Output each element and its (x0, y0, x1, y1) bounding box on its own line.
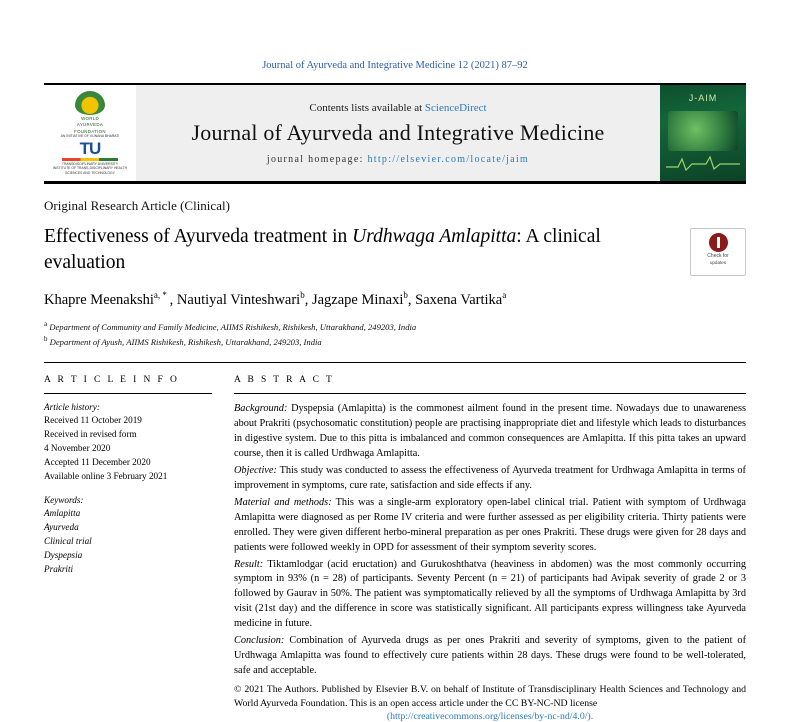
page-title (44, 224, 690, 275)
abstract-text-background: Dyspepsia (Amlapitta) is the commonest ailment found in the present time. Nowadays due to unawareness about Prakriti (psychosomatic constitution) people are practising inappropriate diet and lifestyle which leads to disturbances in digestive system. Due to this pitta is imbalanced and common consequences are Amlapitta. If this pitta takes an upward course, then it is called Urdhwaga Amlapitta. (234, 403, 746, 460)
spacer (44, 483, 212, 495)
abstract-section-background (234, 402, 746, 462)
leaf-icon (75, 91, 105, 115)
license-line (234, 711, 746, 722)
cover-artwork (668, 111, 738, 151)
author-name-3: Saxena Vartika (415, 291, 503, 308)
author-sup-2: b (403, 290, 408, 300)
affiliation-text-0: Department of Community and Family Medicine, AIIMS Rishikesh, Rishikesh, Uttarakhand, 249203, India (49, 321, 417, 332)
article-history-label: Article history: (44, 402, 100, 413)
abstract-label-methods: Material and methods: (234, 496, 332, 508)
keyword-4: Prakriti (44, 563, 74, 574)
abstract-column (234, 375, 746, 722)
abstract-section-objective (234, 464, 746, 494)
article-history-1: Received in revised form (44, 429, 137, 440)
affiliations (44, 319, 746, 349)
journal-title: Journal of Ayurveda and Integrative Medicine (191, 119, 605, 145)
sciencedirect-link[interactable]: ScienceDirect (424, 101, 487, 114)
crossmark-line-1: Check for (707, 253, 729, 259)
abstract-label-conclusion: Conclusion: (234, 635, 285, 647)
abstract-text-methods: This was a single-arm exploratory open-label clinical trial. Patient with symptom of Urdhwaga Amlapitta were diagnosed as per Rome IV criteria and were further assessed as per eligibility criteria. Thirty patients were enrolled. They were given different herbo-mineral preparation as per ones Prakriti. These drugs were given for 28 days and patients were followed weekly in OPD for assessment of their symptom severity scores. (234, 496, 746, 553)
journal-cover-thumbnail (660, 85, 746, 181)
journal-masthead (44, 83, 746, 184)
author-sup-0: a, * (153, 290, 167, 300)
title-italic-term: Urdhwaga Amlapitta (352, 226, 517, 247)
logo-line-3: FOUNDATION (74, 128, 106, 134)
affiliation-1 (44, 334, 746, 349)
crossmark-icon (709, 233, 728, 252)
title-part-1: Effectiveness of Ayurveda treatment in (44, 226, 353, 247)
logo-line-4: AN INITIATIVE OF VIJNANA BHARATI (60, 134, 120, 139)
affiliation-0 (44, 319, 746, 334)
copyright-notice (234, 683, 746, 711)
author-name-1: Nautiyal Vinteshwari (176, 291, 301, 308)
publisher-logo (44, 85, 136, 181)
logo-color-bar (62, 158, 118, 161)
title-part-2: : A clinical evaluation (44, 226, 601, 273)
keywords-label: Keywords: (44, 495, 84, 506)
abstract-rule (234, 393, 746, 394)
cover-label: J-AIM (688, 93, 718, 103)
abstract-section-conclusion (234, 634, 746, 679)
license-url[interactable]: (http://creativecommons.org/licenses/by-nc-nd/4.0/). (386, 711, 594, 722)
abstract-section-result (234, 558, 746, 633)
abstract-text-conclusion: Combination of Ayurveda drugs as per ones Prakriti and severity of symptoms, given to the patient of Urdhwaga Amlapitta was found to effectively cure patients within 28 days. These drugs were found to be well-tolerated, safe and acceptable. (234, 635, 746, 676)
logo-line-1: WORLD (81, 115, 99, 121)
masthead-center (136, 85, 660, 181)
article-info-rule (44, 393, 212, 394)
article-history-4: Available online 3 February 2021 (44, 470, 168, 481)
journal-homepage-line (267, 154, 529, 165)
title-row (44, 224, 746, 276)
logo-line-2: AYURVEDA (76, 122, 104, 128)
article-history-0: Received 11 October 2019 (44, 415, 142, 426)
article-body (44, 363, 746, 722)
abstract-label-result: Result: (234, 558, 264, 570)
keyword-3: Dyspepsia (44, 549, 83, 560)
crossmark-badge[interactable] (690, 228, 746, 276)
homepage-url[interactable]: http://elsevier.com/locate/jaim (367, 153, 530, 165)
running-head: Journal of Ayurveda and Integrative Medicine 12 (2021) 87–92 (262, 60, 528, 71)
abstract-text-result: Tiktamlodgar (acid eructation) and Gurukoshthatva (heaviness in abdomen) was the most commonly occurring symptom in 93% (n = 28) of participants. Seventy Percent (n = 21) of participants had Avipak severity of grade 2 or 3 followed by Gaurav in 50%. The patient was symptomatically relieved by all the symptoms of Urdhwaga Amlapitta by 3rd visit (21st day) and the difference in score was statistically significant. All participants express willingness take Ayurveda medicine in future. (234, 558, 746, 630)
copyright-text: © 2021 The Authors. Published by Elsevier B.V. on behalf of Institute of Transdisciplinary Health Sciences and Technology and World Ayurveda Foundation. This is an open access article under the CC BY-NC-ND license (234, 683, 746, 710)
logo-mark: TU (79, 138, 101, 158)
contents-available-line (309, 102, 486, 114)
contents-prefix: Contents lists available at (309, 101, 425, 114)
keyword-0: Amlapitta (44, 508, 81, 519)
article-type: Original Research Article (Clinical) (44, 198, 230, 213)
affiliation-text-1: Department of Ayush, AIIMS Rishikesh, Rishikesh, Uttarakhand, 249203, India (49, 336, 322, 347)
abstract-label-objective: Objective: (234, 465, 277, 477)
author-sup-3: a (502, 290, 507, 300)
logo-footer-2: INSTITUTE OF TRANS-DISCIPLINARY HEALTH SCIENCES AND TECHNOLOGY (52, 166, 128, 175)
homepage-label: journal homepage: (266, 153, 368, 165)
crossmark-line-2: updates (709, 259, 727, 265)
author-name-2: Jagzape Minaxi (311, 291, 404, 308)
author-sup-1: b (300, 290, 305, 300)
cover-ecg-icon (666, 155, 740, 171)
article-info-heading: A R T I C L E I N F O (44, 375, 180, 386)
abstract-text-objective: This study was conducted to assess the effectiveness of Ayurveda treatment for Urdhwaga Amlapitta in terms of improvement in symptoms, cure rate, satisfaction and side effects if any. (234, 465, 746, 491)
author-list: Khapre Meenakshi$^{a, *}$ , Nautiyal Vinteshwari$^b$, Jagzape Minaxi$^b$, Saxena Vartika$^a$ (44, 290, 507, 308)
article-history-2: 4 November 2020 (44, 442, 111, 453)
keyword-1: Ayurveda (44, 522, 79, 533)
logo-footer-1: TRANSDISCIPLINARY UNIVERSITY (61, 161, 119, 166)
abstract-heading: A B S T R A C T (234, 375, 335, 386)
affiliation-mark-1: b (44, 334, 48, 343)
affiliation-mark-0: a (44, 319, 48, 328)
article-info-column (44, 375, 234, 722)
abstract-section-methods (234, 496, 746, 556)
corresponding-author-marker (167, 295, 170, 307)
abstract-label-background: Background: (234, 403, 288, 415)
keyword-2: Clinical trial (44, 535, 92, 546)
article-history-3: Accepted 11 December 2020 (44, 456, 151, 467)
author-name-0: Khapre Meenakshi (44, 291, 154, 308)
